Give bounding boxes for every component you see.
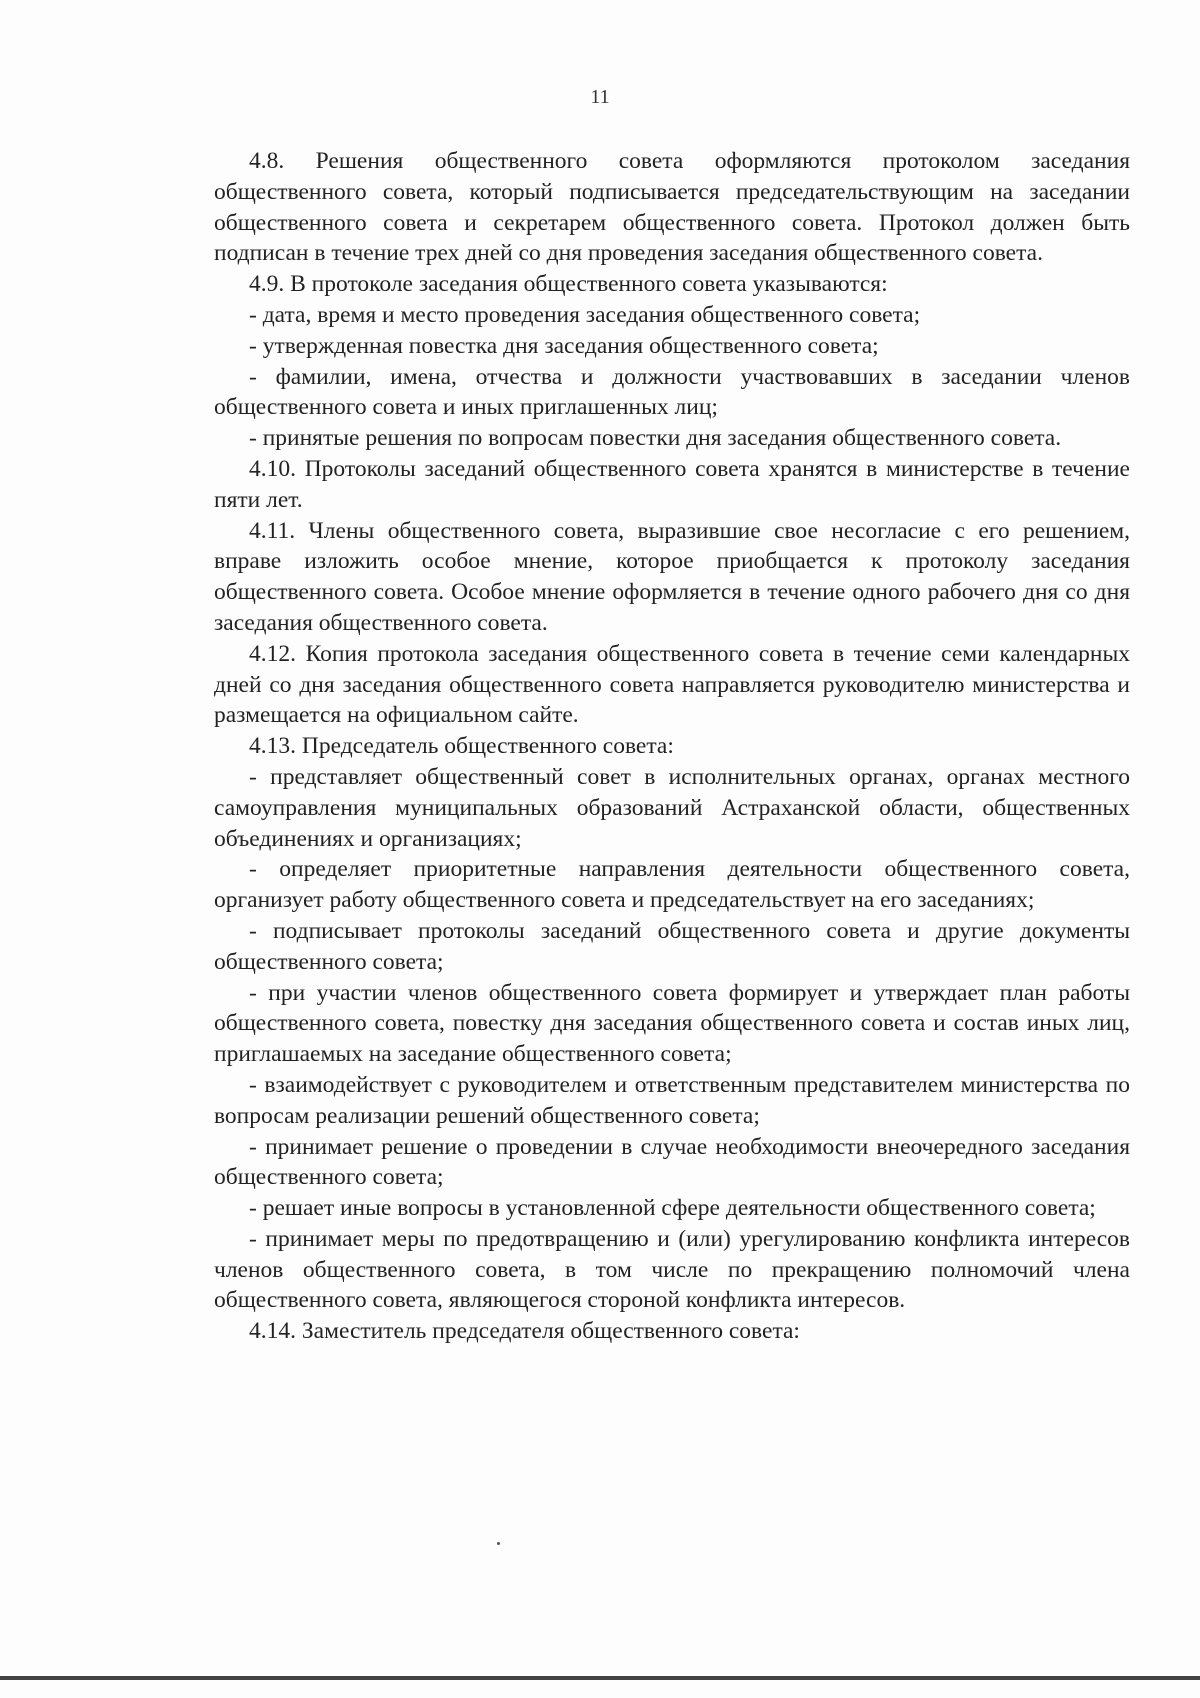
list-item-priorities: - определяет приоритетные направления деятельности общественного совета, организует работу общественного совета и председательствует на его заседаниях; — [214, 856, 1130, 914]
list-item-extraordinary-meeting: - принимает решение о проведении в случае необходимости внеочередного заседания общественного совета; — [214, 1133, 1130, 1191]
paragraph-4-14: 4.14. Заместитель председателя общественного совета: — [249, 1318, 800, 1345]
list-item-signs-protocols: - подписывает протоколы заседаний общественного совета и другие документы общественного совета; — [214, 917, 1130, 975]
scan-speck — [497, 1542, 500, 1545]
paragraph-4-13: 4.13. Председатель общественного совета: — [249, 733, 674, 760]
paragraph-4-8: 4.8. Решения общественного совета оформляются протоколом заседания общественного совета, который подписывается председательствующим на заседании общественного совета и секретарем общественного совета. Протокол должен быть подписан в течение трех дней со дня проведения заседания общественного совета. — [214, 148, 1130, 267]
list-item-decisions: - принятые решения по вопросам повестки дня заседания общественного совета. — [249, 425, 1062, 452]
paragraph-4-9: 4.9. В протоколе заседания общественного совета указываются: — [249, 271, 888, 298]
document-body — [214, 146, 1130, 1347]
page-number: 11 — [590, 86, 610, 108]
list-item-work-plan: - при участии членов общественного совета формирует и утверждает план работы общественного совета, повестку дня заседания общественного совета и состав иных лиц, приглашаемых на заседание общественного совета; — [214, 979, 1130, 1068]
paragraph-4-12: 4.12. Копия протокола заседания общественного совета в течение семи календарных дней со дня заседания общественного совета направляется руководителю министерства и размещается на официальном сайте. — [214, 640, 1130, 729]
paragraph-4-10: 4.10. Протоколы заседаний общественного совета хранятся в министерстве в течение пяти лет. — [214, 455, 1130, 513]
list-item-other-questions: - решает иные вопросы в установленной сфере деятельности общественного совета; — [249, 1195, 1096, 1222]
list-item-conflict-of-interest: - принимает меры по предотвращению и (или) урегулированию конфликта интересов членов общественного совета, в том числе по прекращению полномочий члена общественного совета, являющегося стороной конфликта интересов. — [214, 1225, 1130, 1314]
paragraph-4-11: 4.11. Члены общественного совета, выразившие свое несогласие с его решением, вправе изложить особое мнение, которое приобщается к протоколу заседания общественного совета. Особое мнение оформляется в течение одного рабочего дня со дня заседания общественного совета. — [214, 517, 1130, 636]
list-item-represents: - представляет общественный совет в исполнительных органах, органах местного самоуправления муниципальных образований Астраханской области, общественных объединениях и организациях; — [214, 763, 1130, 852]
list-item-date-time-place: - дата, время и место проведения заседания общественного совета; — [249, 301, 921, 328]
scan-edge-line — [0, 1676, 1200, 1680]
list-item-participants: - фамилии, имена, отчества и должности участвовавших в заседании членов общественного совета и иных приглашенных лиц; — [214, 363, 1130, 421]
list-item-interaction: - взаимодействует с руководителем и ответственным представителем министерства по вопросам реализации решений общественного совета; — [214, 1071, 1130, 1129]
list-item-agenda: - утвержденная повестка дня заседания общественного совета; — [249, 332, 879, 359]
